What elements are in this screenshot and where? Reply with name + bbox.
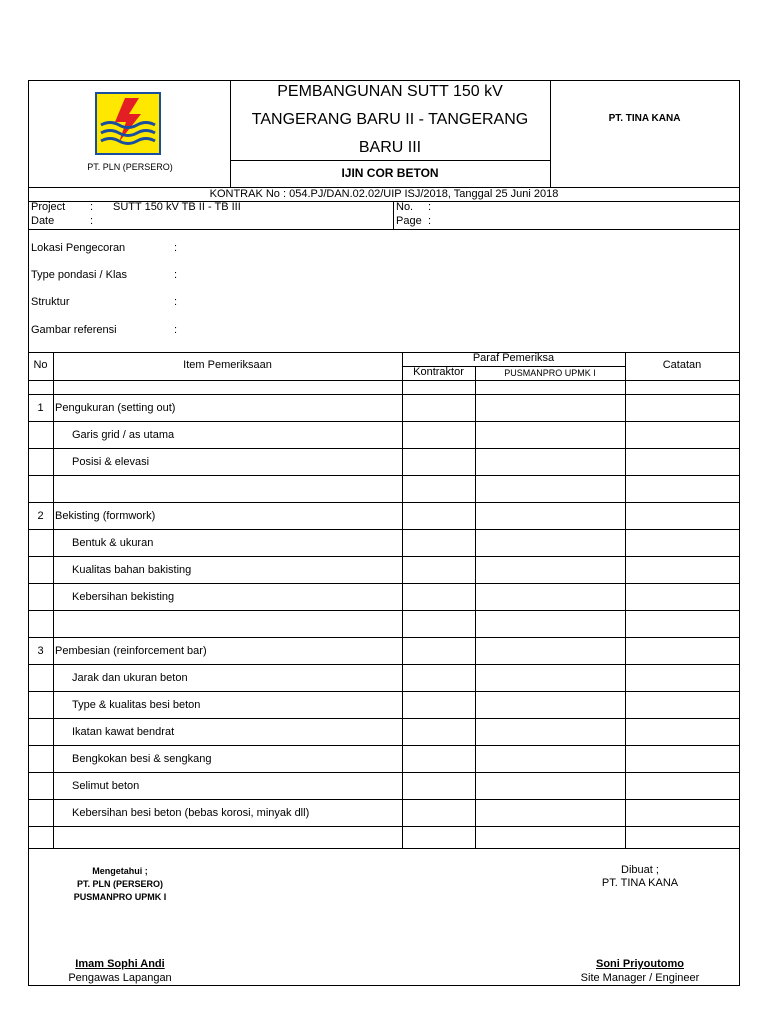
col-header-paraf: Paraf Pemeriksa [472, 352, 555, 364]
project-label: Project [31, 201, 66, 213]
table-row-divider [28, 691, 740, 692]
date-colon: : [90, 215, 94, 227]
table-row-divider [28, 799, 740, 800]
check-item: Ikatan kawat bendrat [72, 726, 175, 738]
check-item: Kebersihan besi beton (bebas korosi, minyak dll) [72, 807, 310, 819]
info-label-type: Type pondasi / Klas [31, 269, 128, 281]
table-row-divider [28, 637, 740, 638]
table-row-divider [28, 448, 740, 449]
sign-left-mengetahui: Mengetahui ; [92, 866, 148, 876]
col-header-kontraktor: Kontraktor [413, 366, 464, 378]
check-item: Bengkokan besi & sengkang [72, 753, 212, 765]
table-row-divider [28, 826, 740, 827]
sign-right-name: Soni Priyoutomo [596, 958, 684, 970]
col-header-item: Item Pemeriksaan [183, 359, 272, 371]
table-row-divider [28, 380, 740, 381]
title-line-2: TANGERANG BARU II - TANGERANG [251, 111, 529, 128]
table-row-divider [28, 502, 740, 503]
info-colon: : [174, 324, 178, 336]
table-row-divider [28, 556, 740, 557]
section-heading: Pembesian (reinforcement bar) [55, 645, 207, 657]
pln-logo-icon [95, 92, 161, 155]
table-row-divider [28, 421, 740, 422]
info-label-gambar: Gambar referensi [31, 324, 117, 336]
table-row-divider [28, 718, 740, 719]
info-colon: : [174, 242, 178, 254]
info-label-lokasi: Lokasi Pengecoran [31, 242, 126, 254]
title-line-3: BARU III [358, 139, 422, 156]
col-header-no: No [33, 359, 48, 371]
table-row-divider [28, 529, 740, 530]
table-row-divider [28, 772, 740, 773]
sign-left-org2: PUSMANPRO UPMK I [73, 892, 167, 902]
section-heading: Bekisting (formwork) [55, 510, 156, 522]
table-row-divider [28, 664, 740, 665]
page-colon: : [428, 215, 432, 227]
sign-left-role: Pengawas Lapangan [68, 972, 172, 984]
project-colon: : [90, 201, 94, 213]
check-item: Posisi & elevasi [72, 456, 150, 468]
table-row-divider [28, 745, 740, 746]
table-row-divider [28, 583, 740, 584]
check-item: Jarak dan ukuran beton [72, 672, 188, 684]
col-header-pusmanpro: PUSMANPRO UPMK I [504, 368, 596, 378]
row-number: 3 [37, 645, 44, 657]
check-item: Bentuk & ukuran [72, 537, 154, 549]
row-number: 1 [37, 402, 44, 414]
company-name: PT. TINA KANA [608, 113, 681, 124]
table-row-divider [28, 475, 740, 476]
date-label: Date [31, 215, 55, 227]
row-number: 2 [37, 510, 44, 522]
col-header-catatan: Catatan [662, 359, 702, 371]
sign-right-org: PT. TINA KANA [601, 877, 679, 889]
table-row-divider [28, 610, 740, 611]
sign-right-dibuat: Dibuat ; [621, 864, 659, 876]
contract-line: KONTRAK No : 054.PJ/DAN.02.02/UIP ISJ/2018, Tanggal 25 Juni 2018 [209, 188, 559, 200]
sign-right-role: Site Manager / Engineer [580, 972, 700, 984]
info-colon: : [174, 269, 178, 281]
sign-left-name: Imam Sophi Andi [75, 958, 165, 970]
info-label-struktur: Struktur [31, 296, 70, 308]
project-value: SUTT 150 kV TB II - TB III [113, 201, 241, 213]
section-heading: Pengukuran (setting out) [55, 402, 176, 414]
table-row-divider [28, 848, 740, 849]
no-label: No. [396, 201, 414, 213]
check-item: Kualitas bahan bakisting [72, 564, 192, 576]
check-item: Kebersihan bekisting [72, 591, 175, 603]
logo-caption: PT. PLN (PERSERO) [87, 162, 173, 172]
check-item: Garis grid / as utama [72, 429, 175, 441]
form-subtitle: IJIN COR BETON [341, 166, 439, 180]
check-item: Selimut beton [72, 780, 140, 792]
info-colon: : [174, 296, 178, 308]
check-item: Type & kualitas besi beton [72, 699, 201, 711]
sign-left-org1: PT. PLN (PERSERO) [76, 879, 163, 889]
title-line-1: PEMBANGUNAN SUTT 150 kV [277, 83, 503, 100]
page-label: Page [396, 215, 422, 227]
table-row-divider [28, 394, 740, 395]
no-colon: : [428, 201, 432, 213]
